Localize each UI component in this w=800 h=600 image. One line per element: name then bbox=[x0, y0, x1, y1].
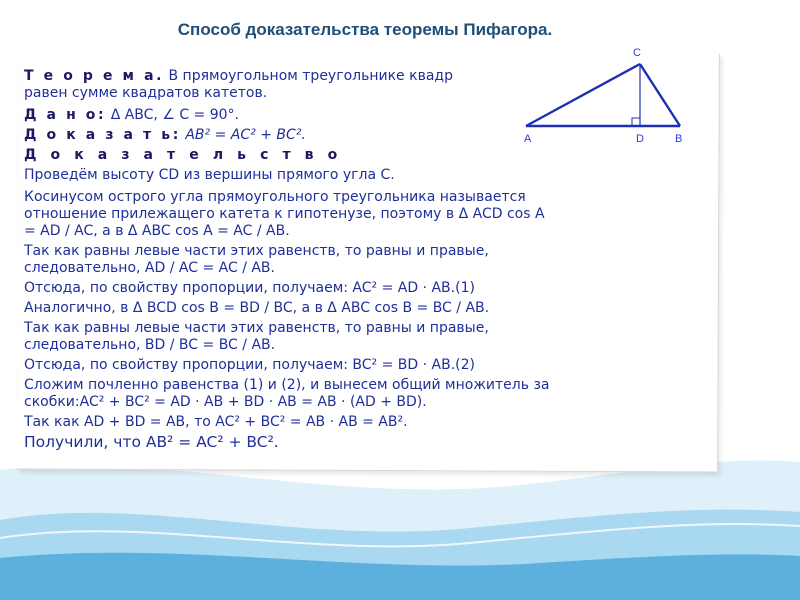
proof-label-line bbox=[24, 147, 342, 163]
proof-label: Д о к а з а т е л ь с т в о bbox=[24, 147, 342, 163]
proof-line: Отсюда, по свойству пропорции, получаем: AC² = AD · AB.(1) bbox=[24, 280, 475, 296]
side-bc bbox=[640, 64, 680, 126]
vertex-label-d: D bbox=[636, 133, 644, 145]
given-text: Δ ABC, ∠ C = 90°. bbox=[110, 107, 239, 123]
proof-line: Так как равны левые части этих равенств, то равны и правые, bbox=[24, 243, 489, 259]
to-prove-line bbox=[24, 127, 306, 143]
proof-line: скобки:AC² + BC² = AD · AB + BD · AB = AB · (AD + BD). bbox=[24, 394, 427, 410]
proof-line: Так как AD + BD = AB, то AC² + BC² = AB · AB = AB². bbox=[24, 414, 408, 430]
proof-line: Косинусом острого угла прямоугольного треугольника называется bbox=[24, 189, 526, 205]
given-line bbox=[24, 107, 239, 123]
given-label: Д а н о: bbox=[24, 107, 107, 123]
theorem-line-1 bbox=[24, 68, 453, 84]
proof-conclusion: Получили, что AB² = AC² + BC². bbox=[24, 433, 279, 451]
proof-line: Аналогично, в Δ BCD cos B = BD / BC, а в Δ ABC cos B = BC / AB. bbox=[24, 300, 490, 316]
vertex-label-b: B bbox=[675, 133, 683, 145]
theorem-label: Т е о р е м а. bbox=[24, 68, 165, 84]
proof-line: отношение прилежащего катета к гипотенузе, поэтому в Δ ACD cos A bbox=[24, 206, 545, 222]
side-ac bbox=[526, 64, 640, 126]
to-prove-label: Д о к а з а т ь: bbox=[24, 127, 181, 143]
slide-title: Способ доказательства теоремы Пифагора. bbox=[177, 20, 553, 39]
proof-line: следовательно, BD / BC = BC / AB. bbox=[24, 337, 276, 353]
proof-line: следовательно, AD / AC = AC / AB. bbox=[24, 260, 275, 276]
theorem-text-1: В прямоугольном треугольнике квадр bbox=[168, 68, 453, 84]
vertex-label-c: C bbox=[633, 47, 641, 59]
proof-line: Сложим почленно равенства (1) и (2), и вынесем общий множитель за bbox=[24, 377, 550, 393]
theorem-line-2: равен сумме квадратов катетов. bbox=[24, 85, 268, 101]
vertex-label-a: A bbox=[524, 133, 532, 145]
proof-line: Отсюда, по свойству пропорции, получаем: BC² = BD · AB.(2) bbox=[24, 357, 475, 373]
proof-line: = AD / AC, а в Δ ABC cos A = AC / AB. bbox=[24, 223, 290, 239]
to-prove-text: AB² = AC² + BC². bbox=[185, 127, 306, 143]
proof-line: Проведём высоту CD из вершины прямого угла C. bbox=[24, 167, 395, 183]
triangle-figure bbox=[522, 42, 692, 148]
proof-line: Так как равны левые части этих равенств, то равны и правые, bbox=[24, 320, 489, 336]
